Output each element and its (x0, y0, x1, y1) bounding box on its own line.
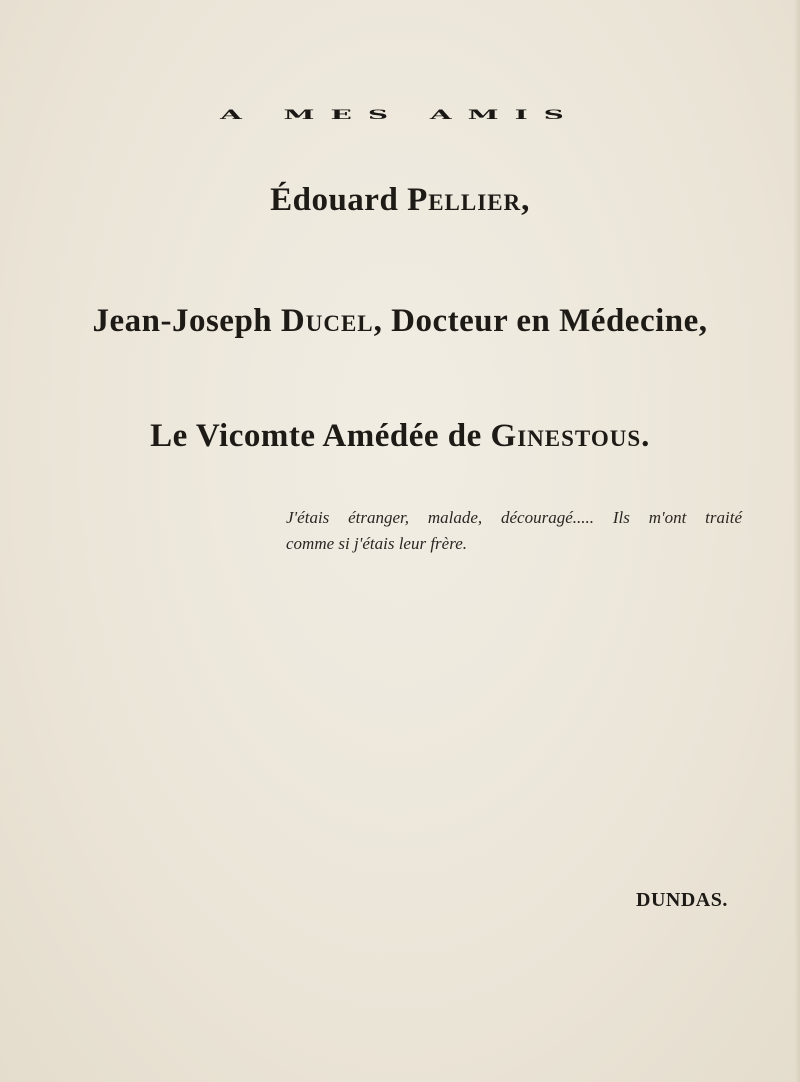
dedicatee-1-name: Édouard (270, 182, 399, 218)
dedicatee-1 (0, 182, 800, 219)
dedicatee-2-surname: Ducel (280, 303, 374, 339)
dedicatee-2-suffix: , Docteur en Médecine, (373, 303, 708, 339)
dedicatee-3-surname: Ginestous (490, 418, 642, 454)
epigraph-line-2: comme si j'étais leur frère. (286, 534, 467, 553)
dedicatee-2 (0, 303, 800, 340)
dedicatee-3-suffix: . (641, 418, 650, 454)
dedicatee-3 (0, 418, 800, 455)
dedicatee-1-surname: Pellier (407, 182, 522, 218)
dedication-heading: A MES AMIS (220, 107, 580, 122)
signature: DUNDAS. (636, 889, 728, 911)
dedicatee-2-name: Jean-Joseph (92, 303, 273, 339)
epigraph-line-1: J'étais étranger, malade, découragé..... Ils m'ont traité (286, 508, 742, 527)
dedicatee-1-suffix: , (521, 182, 530, 218)
page-edge (794, 0, 800, 1082)
dedicatee-3-name: Le Vicomte Amédée de (150, 418, 482, 454)
epigraph-quote (286, 505, 742, 557)
